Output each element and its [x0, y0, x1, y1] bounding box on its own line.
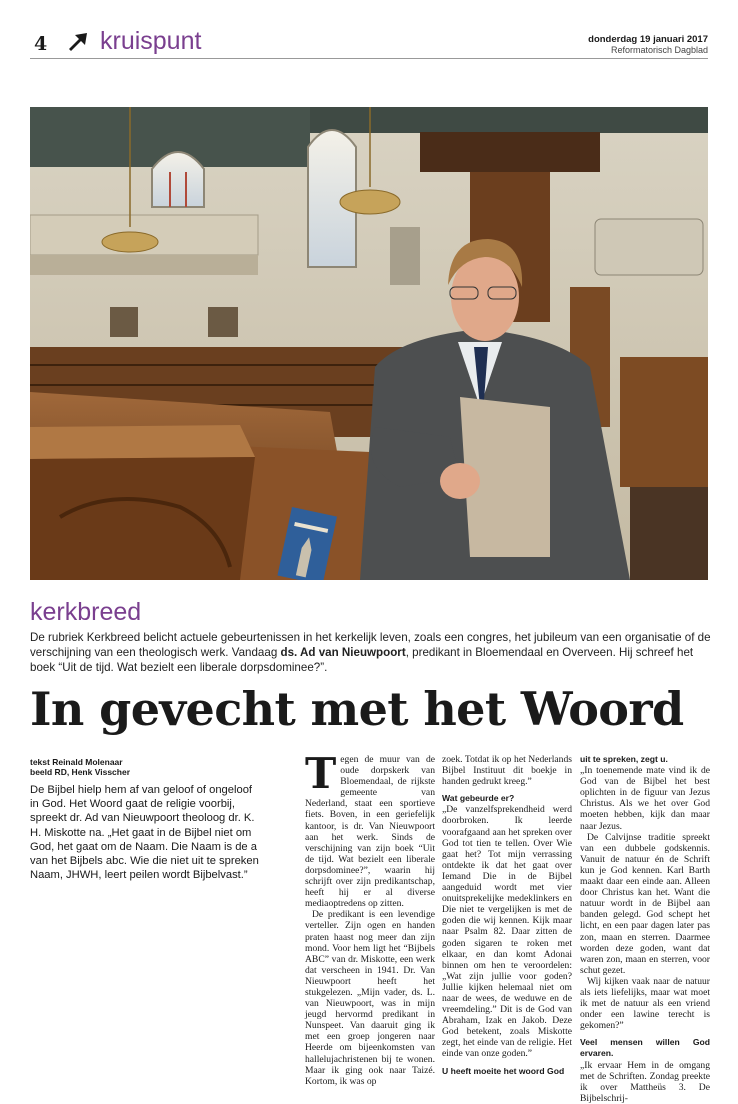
- credit-text: tekst Reinald Molenaar: [30, 757, 123, 767]
- paragraph: De predikant is een levendige verteller. Zijn ogen en handen praten haast nog meer dan zijn mond. Voor hem ligt het “Bijbels ABC” van dr. Miskotte, een werk dat verscheen in 1941. Dr. Van Nieuwpoort heeft het stukgelezen. „Mijn vader, ds. L. van Nieuwpoort, was in mijn jeugd hervormd predikant in Nunspeet. Van daaruit ging ik met een groep jongeren naar Heerde om bijeenkomsten van hallelujachristenen bij te wonen. Maar ik ging ook naar Taizé. Kortom, ik was op: [305, 909, 435, 1087]
- paragraph: De Calvijnse traditie spreekt van een dubbele godskennis. Vanuit de natuur én de Schrift kun je God kennen. Karl Barth maakt daar een einde aan. Alleen door Christus kan het. Want die natuur wordt in de Bijbel aan banden gelegd. God schept het licht, en een paar dagen later pas zon, maan en sterren. Daarmee worden deze goden, want dat waren zon, maan en sterren, voor schut gezet.: [580, 831, 710, 976]
- section-name: kruispunt: [100, 27, 202, 55]
- credit-photo: beeld RD, Henk Visscher: [30, 767, 130, 777]
- subheading: U heeft moeite het woord God: [442, 1065, 565, 1076]
- intro-author-name: ds. Ad van Nieuwpoort: [280, 646, 406, 659]
- article-column-1: [305, 749, 435, 1087]
- intro-text: De rubriek Kerkbreed belicht actuele gebeurtenissen in het kerkelijk leven, zoals een congres, het jubileum van een organisatie of de verschijning van een theologisch werk. Vandaag: [30, 631, 711, 659]
- article-column-2: [442, 754, 572, 1077]
- church-interior-illustration: [30, 107, 708, 580]
- subheading: Wat gebeurde er?: [442, 793, 515, 804]
- article-column-3: [580, 754, 710, 1104]
- paragraph: Wij kijken vaak naar de natuur als iets liefelijks, maar wat moet ik met de natuur als een vriend onder een lawine terecht is gekomen?”: [580, 975, 710, 1032]
- paragraph: egen de muur van de oude dorpskerk van Bloemendaal, de rijkste gemeente van Nederland, staat een sportieve fiets. Boven, in een geriefelijk kantoor, is dr. Van Nieuwpoort aan het werk. Sinds de verschijning van zijn boek “Uit de tijd. Wat bezielt een liberale dorpsdominee?”, waarin hij schrijft over zijn predikantschap, heeft hij er al diverse mediaoptredens op zitten.: [305, 754, 435, 910]
- header-divider: [30, 58, 708, 59]
- article-lead: De Bijbel hielp hem af van geloof of ongeloof in God. Het Woord gaat de religie voorbij, spreekt dr. Ad van Nieuwpoort theoloog dr. K. H. Miskotte na. „Het gaat in de Bijbel niet om God, het gaat om de Naam. Die Naam is de a van het Bijbels abc. Wie die niet uit te spreken Naam, JHWH, leert peilen wordt Bijbelvast.”: [30, 784, 259, 882]
- subheading: Veel mensen willen God ervaren.: [580, 1037, 710, 1059]
- paragraph: „In toenemende mate vind ik de God van de Bijbel het best oplichten in de figuur van Jezus Christus. Als we het over God moeten hebben, kijk dan maar naar Jezus.: [580, 765, 710, 832]
- dropcap: T: [305, 749, 337, 798]
- newspaper-name: Reformatorisch Dagblad: [610, 45, 708, 55]
- rubric-intro: [30, 630, 712, 675]
- subheading: uit te spreken, zegt u.: [580, 754, 668, 764]
- article-photo: [30, 107, 708, 580]
- kruispunt-arrow-icon: [66, 30, 90, 54]
- issue-date: donderdag 19 januari 2017: [588, 34, 708, 45]
- intro-text-end: , predikant in Bloemendaal en Overveen. Hij schreef het boek “Uit de tijd. Wat bezielt een liberale dorpsdominee?”.: [30, 646, 694, 674]
- rubric-title: kerkbreed: [30, 598, 142, 626]
- page-number: 4: [34, 33, 48, 55]
- paragraph: „Ik ervaar Hem in de omgang met de Schriften. Zondag preekte ik over Mattheüs 3. De Bijbelschrij-: [580, 1059, 710, 1104]
- article-headline: In gevecht met het Woord: [30, 682, 684, 736]
- paragraph: „De vanzelfsprekendheid werd doorbroken. Ik leerde voorafgaand aan het spreken over God tot tien te tellen. Over Wie gaat het? Tot mijn verrassing ontdekte ik dat het gaat over Iemand Die in de Bijbel aangeduid wordt met vier onuitsprekelijke medeklinkers en Die niet te vergelijken is met de goden die wij kennen. Kijk maar naar Psalm 82. Daar zitten de goden sigaren te roken met elkaar, en dan komt Adonai binnen om hen te veroordelen: „Wat zijn jullie voor goden? Jullie kijken helemaal niet om naar de wees, de weduwe en de vreemdeling.” Dit is de God van Abraham, Izak en Jakob. Deze God betekent, zoals Miskotte zegt, het einde van de religie. Het einde van onze goden.”: [442, 804, 572, 1060]
- paragraph: zoek. Totdat ik op het Nederlands Bijbel Instituut dit boekje in handen gedrukt kreeg.”: [442, 754, 572, 788]
